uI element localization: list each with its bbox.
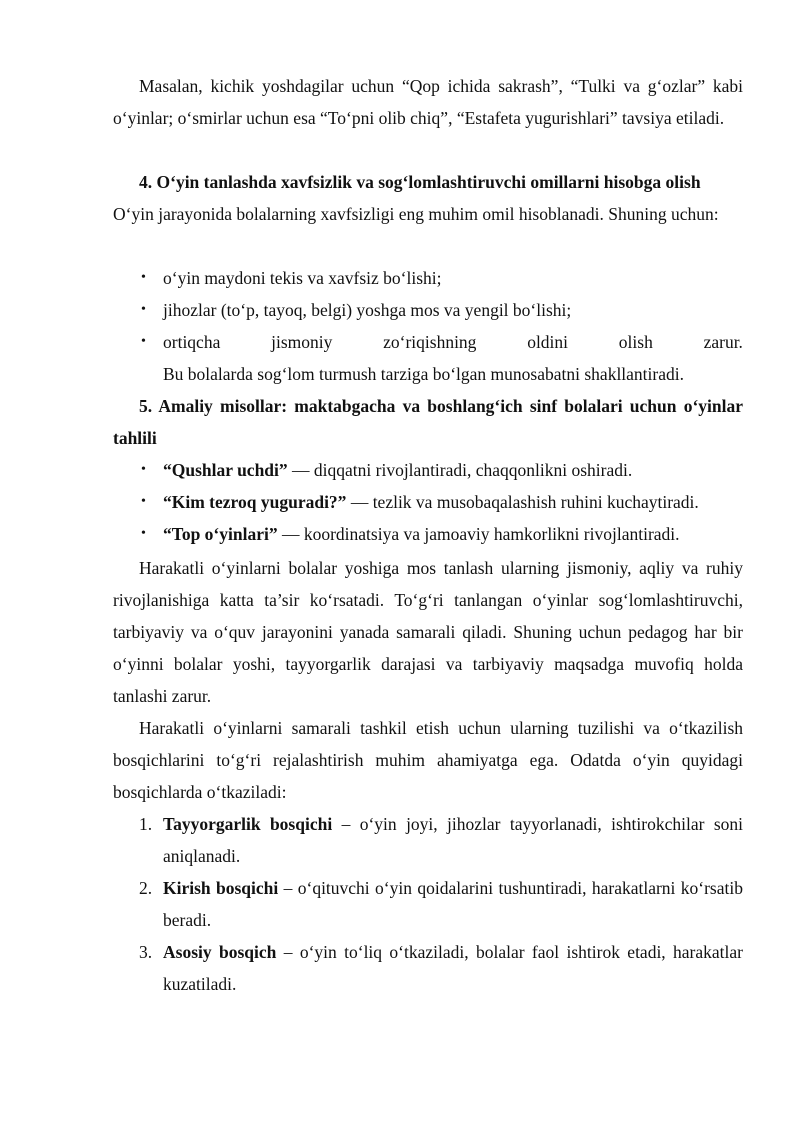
word: oldini: [527, 332, 569, 352]
intro-paragraph: Masalan, kichik yoshdagilar uchun “Qop ichida sakrash”, “Tulki va g‘ozlar” kabi o‘yinlar; o‘smirlar uchun esa “To‘pni olib chiq”, “Estafeta yugurishlari” tavsiya etiladi.: [113, 76, 743, 128]
bullet-icon: •: [141, 334, 146, 349]
game-title: “Kim tezroq yuguradi?”: [163, 492, 347, 512]
section-heading-5: 5. Amaliy misollar: maktabgacha va boshlang‘ich sinf bolalari uchun o‘yinlar tahlili: [113, 396, 743, 448]
stage-description: – o‘qituvchi o‘yin qoidalarini tushuntiradi, harakatlarni ko‘rsatib beradi.: [163, 878, 743, 930]
stage-title: Kirish bosqichi: [163, 878, 279, 898]
word: zarur.: [703, 332, 743, 352]
game-description: — diqqatni rivojlantiradi, chaqqonlikni oshiradi.: [287, 460, 633, 480]
safety-paragraph: O‘yin jarayonida bolalarning xavfsizligi eng muhim omil hisoblanadi. Shuning uchun:: [113, 204, 719, 224]
list-item-text: [163, 326, 743, 390]
stage-description: – o‘yin joyi, jihozlar tayyorlanadi, ishtirokchilar soni aniqlanadi.: [163, 814, 743, 866]
word: ortiqcha: [163, 332, 221, 352]
game-title: “Top o‘yinlari”: [163, 524, 278, 544]
bullet-icon: •: [141, 526, 146, 541]
bullet-icon: •: [141, 302, 146, 317]
stage-number: 3.: [139, 942, 153, 962]
list-item-text: [163, 454, 743, 486]
word: zo‘riqishning: [383, 332, 477, 352]
conclusion-paragraph-1: Harakatli o‘yinlarni bolalar yoshiga mos tanlash ularning jismoniy, aqliy va ruhiy rivojlanishiga katta ta’sir ko‘rsatadi. To‘g‘ri tanlangan o‘yinlar sog‘lomlashtiruvchi, tarbiyaviy va o‘quv jarayonini yanada samarali qiladi. Shuning uchun pedagog har bir o‘yinni bolalar yoshi, tayyorgarlik darajasi va tarbiyaviy maqsadga muvofiq holda tanlashi zarur.: [113, 558, 743, 706]
conclusion-paragraph-2: Harakatli o‘yinlarni samarali tashkil etish uchun ularning tuzilishi va o‘tkazilish bosqichlarini to‘g‘ri rejalashtirish muhim ahamiyatga ega. Odatda o‘yin quyidagi bosqichlarda o‘tkaziladi:: [113, 718, 743, 802]
bullet-icon: •: [141, 462, 146, 477]
list-item-text: o‘yin maydoni tekis va xavfsiz bo‘lishi;: [163, 268, 442, 288]
stage-text: [163, 936, 743, 1000]
section-heading-4: 4. O‘yin tanlashda xavfsizlik va sog‘lomlashtiruvchi omillarni hisobga olish: [139, 172, 701, 192]
list-item-text: jihozlar (to‘p, tayoq, belgi) yoshga mos va yengil bo‘lishi;: [163, 300, 572, 320]
word: jismoniy: [271, 332, 333, 352]
stage-title: Asosiy bosqich: [163, 942, 277, 962]
list-item-text: [163, 486, 743, 518]
stage-number: 2.: [139, 878, 153, 898]
stage-number: 1.: [139, 814, 153, 834]
stage-title: Tayyorgarlik bosqichi: [163, 814, 333, 834]
stage-text: [163, 808, 743, 872]
game-title: “Qushlar uchdi”: [163, 460, 288, 480]
word: olish: [618, 332, 653, 352]
list-item-text: [163, 518, 743, 550]
stage-description: – o‘yin to‘liq o‘tkaziladi, bolalar faol ishtirok etadi, harakatlar kuzatiladi.: [163, 942, 743, 994]
list-item-continuation: Bu bolalarda sog‘lom turmush tarziga bo‘lgan munosabatni shakllantiradi.: [163, 364, 684, 384]
stage-text: [163, 872, 743, 936]
bullet-icon: •: [141, 270, 146, 285]
bullet-icon: •: [141, 494, 146, 509]
game-description: — koordinatsiya va jamoaviy hamkorlikni rivojlantiradi.: [277, 524, 680, 544]
game-description: — tezlik va musobaqalashish ruhini kuchaytiradi.: [346, 492, 699, 512]
